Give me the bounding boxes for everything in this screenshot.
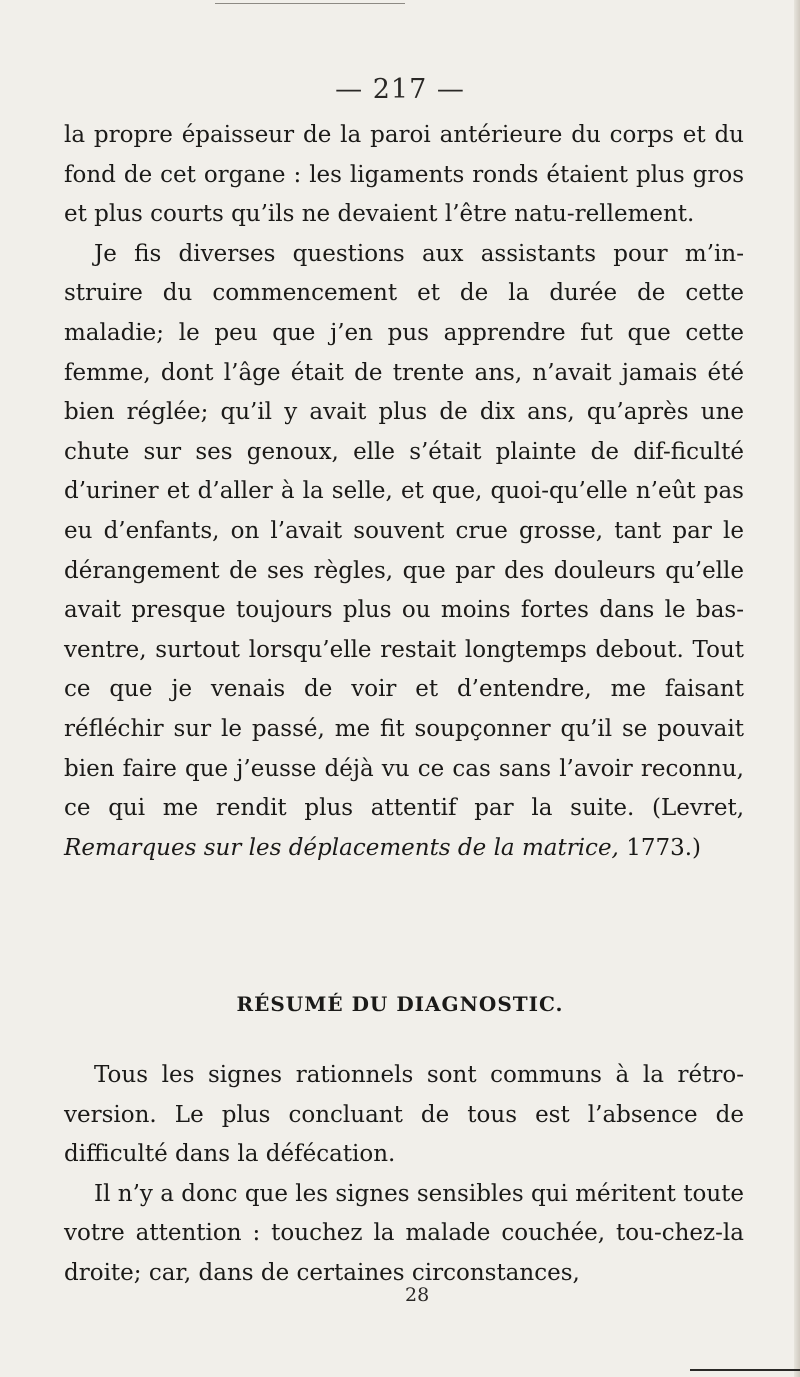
- paragraph-text: Je fis diverses questions aux assistants pour m’in-struire du commencement et de la durée de cette maladie; le peu que j’en pus apprendre fut que cette femme, dont l’âge était de trente ans, n’avait jamais été bien réglée; qu’il y avait plus de dix ans, qu’après une chute sur ses genoux, elle s’était plainte de dif-ficulté d’uriner et d’aller à la selle, et que, quoi-qu’elle n’eût pas eu d’enfants, on l’avait souvent crue grosse, tant par le dérangement de ses règles, que par des douleurs qu’elle avait presque toujours plus ou moins fortes dans le bas-ventre, surtout lorsqu’elle restait longtemps debout. Tout ce que je venais de voir et d’entendre, me faisant réfléchir sur le passé, me fit soupçonner qu’il se pouvait bien faire que j’eusse déjà vu ce cas sans l’avoir reconnu, ce qui me rendit plus attentif par la suite. (Levret,: [64, 240, 744, 822]
- section-heading: RÉSUMÉ DU DIAGNOSTIC.: [236, 992, 564, 1016]
- paragraph-levret-case: [64, 235, 744, 869]
- body-text-section-2: [64, 1056, 744, 1294]
- page-number-header: — 217 —: [335, 74, 465, 105]
- body-text-section-1: [64, 116, 744, 868]
- scan-artifact-edge: [794, 0, 800, 1377]
- signature-mark: 28: [405, 1284, 430, 1306]
- paragraph-continuation: la propre épaisseur de la paroi antérieure du corps et du fond de cet organe : les ligaments ronds étaient plus gros et plus courts qu’ils ne devaient l’être natu-rellement.: [64, 122, 744, 228]
- cited-work-title: Remarques sur les déplacements de la matrice,: [64, 834, 619, 861]
- scan-artifact-top: [215, 3, 405, 4]
- paragraph-sensible-signs: Il n’y a donc que les signes sensibles qui méritent toute votre attention : touchez la malade couchée, tou-chez-la droite; car, dans de certaines circonstances,: [64, 1180, 744, 1286]
- scan-artifact-bottom: [690, 1369, 800, 1371]
- paragraph-rational-signs: Tous les signes rationnels sont communs à la rétro-version. Le plus concluant de tous est l’absence de difficulté dans la défécation.: [64, 1062, 744, 1168]
- citation-year: 1773.): [626, 834, 702, 861]
